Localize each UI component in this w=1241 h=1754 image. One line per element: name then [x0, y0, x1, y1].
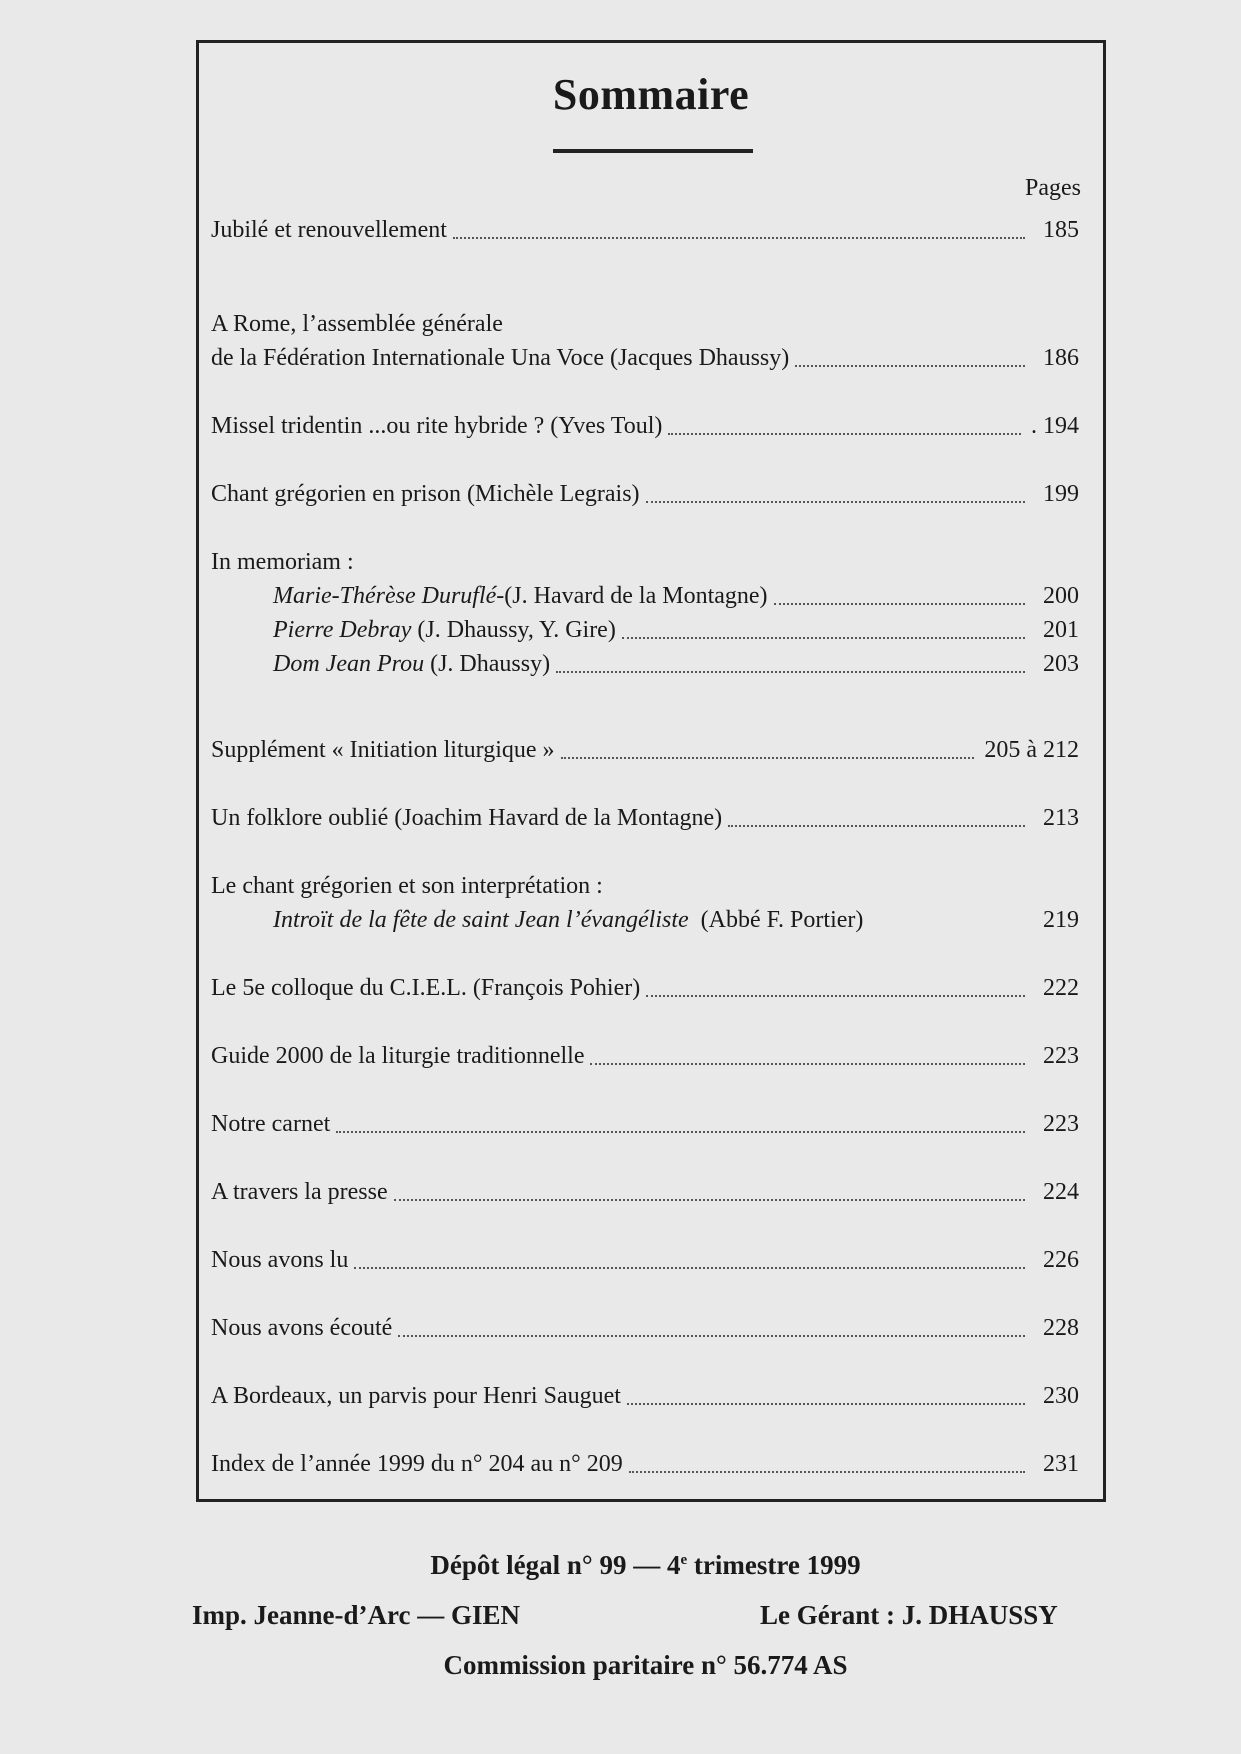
- toc-entry: [211, 1379, 1079, 1413]
- entry-title: Chant grégorien en prison (Michèle Legrais): [211, 481, 640, 507]
- table-of-contents-box: [196, 40, 1106, 1502]
- entry-title: Index de l’année 1999 du n° 204 au n° 209: [211, 1451, 623, 1477]
- toc-entry: [211, 1311, 1079, 1345]
- dot-leader: [627, 1403, 1025, 1405]
- entry-title: [273, 579, 768, 613]
- dot-leader: [398, 1335, 1025, 1337]
- entry-title: [273, 647, 550, 681]
- toc-line: [211, 1039, 1079, 1073]
- toc-line: [211, 477, 1079, 511]
- toc-line: [211, 1379, 1079, 1413]
- dot-leader: [629, 1471, 1025, 1473]
- entry-title: Guide 2000 de la liturgie traditionnelle: [211, 1043, 585, 1069]
- dot-leader: [728, 825, 1025, 827]
- dot-leader: [646, 501, 1025, 503]
- toc-line: [211, 545, 1079, 579]
- dot-leader: [556, 671, 1025, 673]
- toc-line: [211, 579, 1079, 613]
- toc-entry: [211, 733, 1079, 767]
- toc-line: [211, 801, 1079, 835]
- toc-entry: [211, 477, 1079, 511]
- toc-line: [211, 971, 1079, 1005]
- entry-title: A Bordeaux, un parvis pour Henri Sauguet: [211, 1383, 621, 1409]
- entry-title: A travers la presse: [211, 1179, 388, 1205]
- entry-title: A Rome, l’assemblée générale: [211, 311, 503, 337]
- dot-leader: [394, 1199, 1025, 1201]
- entry-title: Missel tridentin ...ou rite hybride ? (Yves Toul): [211, 413, 663, 439]
- dot-leader: [590, 1063, 1025, 1065]
- legal-deposit-quarter: trimestre 1999: [687, 1550, 861, 1580]
- page-number: 200: [1043, 583, 1079, 609]
- dot-leader: [453, 237, 1025, 239]
- page-number: 186: [1043, 345, 1079, 371]
- dot-leader: [622, 637, 1025, 639]
- entry-title: Nous avons lu: [211, 1247, 349, 1273]
- page-number: 224: [1043, 1179, 1079, 1205]
- page-number: 199: [1043, 481, 1079, 507]
- toc-line: [211, 1311, 1079, 1345]
- toc-line: [211, 1243, 1079, 1277]
- toc-entry: [211, 1175, 1079, 1209]
- entry-title: Un folklore oublié (Joachim Havard de la Montagne): [211, 805, 723, 831]
- toc-line: [211, 647, 1079, 681]
- entry-subject: Dom Jean Prou: [273, 651, 425, 677]
- toc-line: [211, 1175, 1079, 1209]
- toc-line: [211, 903, 1079, 937]
- page-number: . 194: [1031, 413, 1079, 439]
- dot-leader: [354, 1267, 1025, 1269]
- entry-subject: Marie-Thérèse Duruflé: [273, 583, 497, 609]
- dot-leader: [795, 365, 1025, 367]
- page-number: 231: [1043, 1451, 1079, 1477]
- title-underline: [553, 149, 753, 153]
- toc-entry: [211, 1243, 1079, 1277]
- entry-title: Le chant grégorien et son interprétation :: [211, 873, 603, 899]
- manager-line: Le Gérant : J. DHAUSSY: [760, 1600, 1058, 1630]
- page-number: 205 à 212: [984, 737, 1079, 763]
- toc-entry: [211, 307, 1079, 375]
- toc-entry: [211, 869, 1079, 937]
- entry-author: (Abbé F. Portier): [688, 907, 864, 933]
- page-number: 226: [1043, 1247, 1079, 1273]
- dot-leader: [774, 603, 1025, 605]
- pages-column-label: Pages: [1025, 175, 1081, 201]
- entry-title: [273, 613, 616, 647]
- page-number: 213: [1043, 805, 1079, 831]
- toc-line: [211, 1107, 1079, 1141]
- entry-title: Notre carnet: [211, 1111, 331, 1137]
- toc-entry: [211, 971, 1079, 1005]
- entry-author: -(J. Havard de la Montagne): [496, 583, 768, 609]
- toc-entry: [211, 1447, 1079, 1481]
- page-title: Sommaire: [552, 70, 750, 119]
- dot-leader: [646, 995, 1025, 997]
- toc-line: [211, 409, 1079, 443]
- entry-title: Le 5e colloque du C.I.E.L. (François Pohier): [211, 975, 641, 1001]
- ordinal-suffix: e: [680, 1552, 688, 1568]
- toc-entry: [211, 409, 1079, 443]
- page-number: 230: [1043, 1383, 1079, 1409]
- entry-title: In memoriam :: [211, 549, 354, 575]
- page-number: 223: [1043, 1111, 1079, 1137]
- legal-deposit-text: Dépôt légal n° 99 — 4: [430, 1550, 681, 1580]
- page-number: 228: [1043, 1315, 1079, 1341]
- dot-leader: [668, 433, 1021, 435]
- toc-line: [211, 733, 1079, 767]
- entry-title: Nous avons écouté: [211, 1315, 393, 1341]
- entry-title: [273, 903, 863, 937]
- toc-entry: [211, 1039, 1079, 1073]
- entry-author: (J. Dhaussy): [424, 651, 551, 677]
- entry-author: (J. Dhaussy, Y. Gire): [411, 617, 616, 643]
- toc-line: [211, 213, 1079, 247]
- dot-leader: [561, 757, 975, 759]
- page-number: 185: [1043, 217, 1079, 243]
- page-number: 219: [1043, 907, 1079, 933]
- dot-leader: [336, 1131, 1025, 1133]
- toc-entry: [211, 213, 1079, 247]
- toc-entry: [211, 1107, 1079, 1141]
- page-number: 222: [1043, 975, 1079, 1001]
- printer-line: Imp. Jeanne-d’Arc — GIEN: [192, 1600, 521, 1630]
- toc-entry: [211, 545, 1079, 681]
- entry-subject: Pierre Debray: [273, 617, 412, 643]
- entry-title: Supplément « Initiation liturgique »: [211, 737, 555, 763]
- page-number: 203: [1043, 651, 1079, 677]
- legal-deposit-line: [0, 1550, 1241, 1581]
- commission-line: Commission paritaire n° 56.774 AS: [443, 1650, 848, 1680]
- entry-subject: Introït de la fête de saint Jean l’évangéliste: [273, 907, 689, 933]
- toc-line: [211, 613, 1079, 647]
- page-number: 201: [1043, 617, 1079, 643]
- toc-line: [211, 307, 1079, 341]
- toc-line: [211, 1447, 1079, 1481]
- entry-title: de la Fédération Internationale Una Voce (Jacques Dhaussy): [211, 345, 790, 371]
- toc-line: [211, 341, 1079, 375]
- toc-entry: [211, 801, 1079, 835]
- entry-title: Jubilé et renouvellement: [211, 217, 447, 243]
- toc-line: [211, 869, 1079, 903]
- page-number: 223: [1043, 1043, 1079, 1069]
